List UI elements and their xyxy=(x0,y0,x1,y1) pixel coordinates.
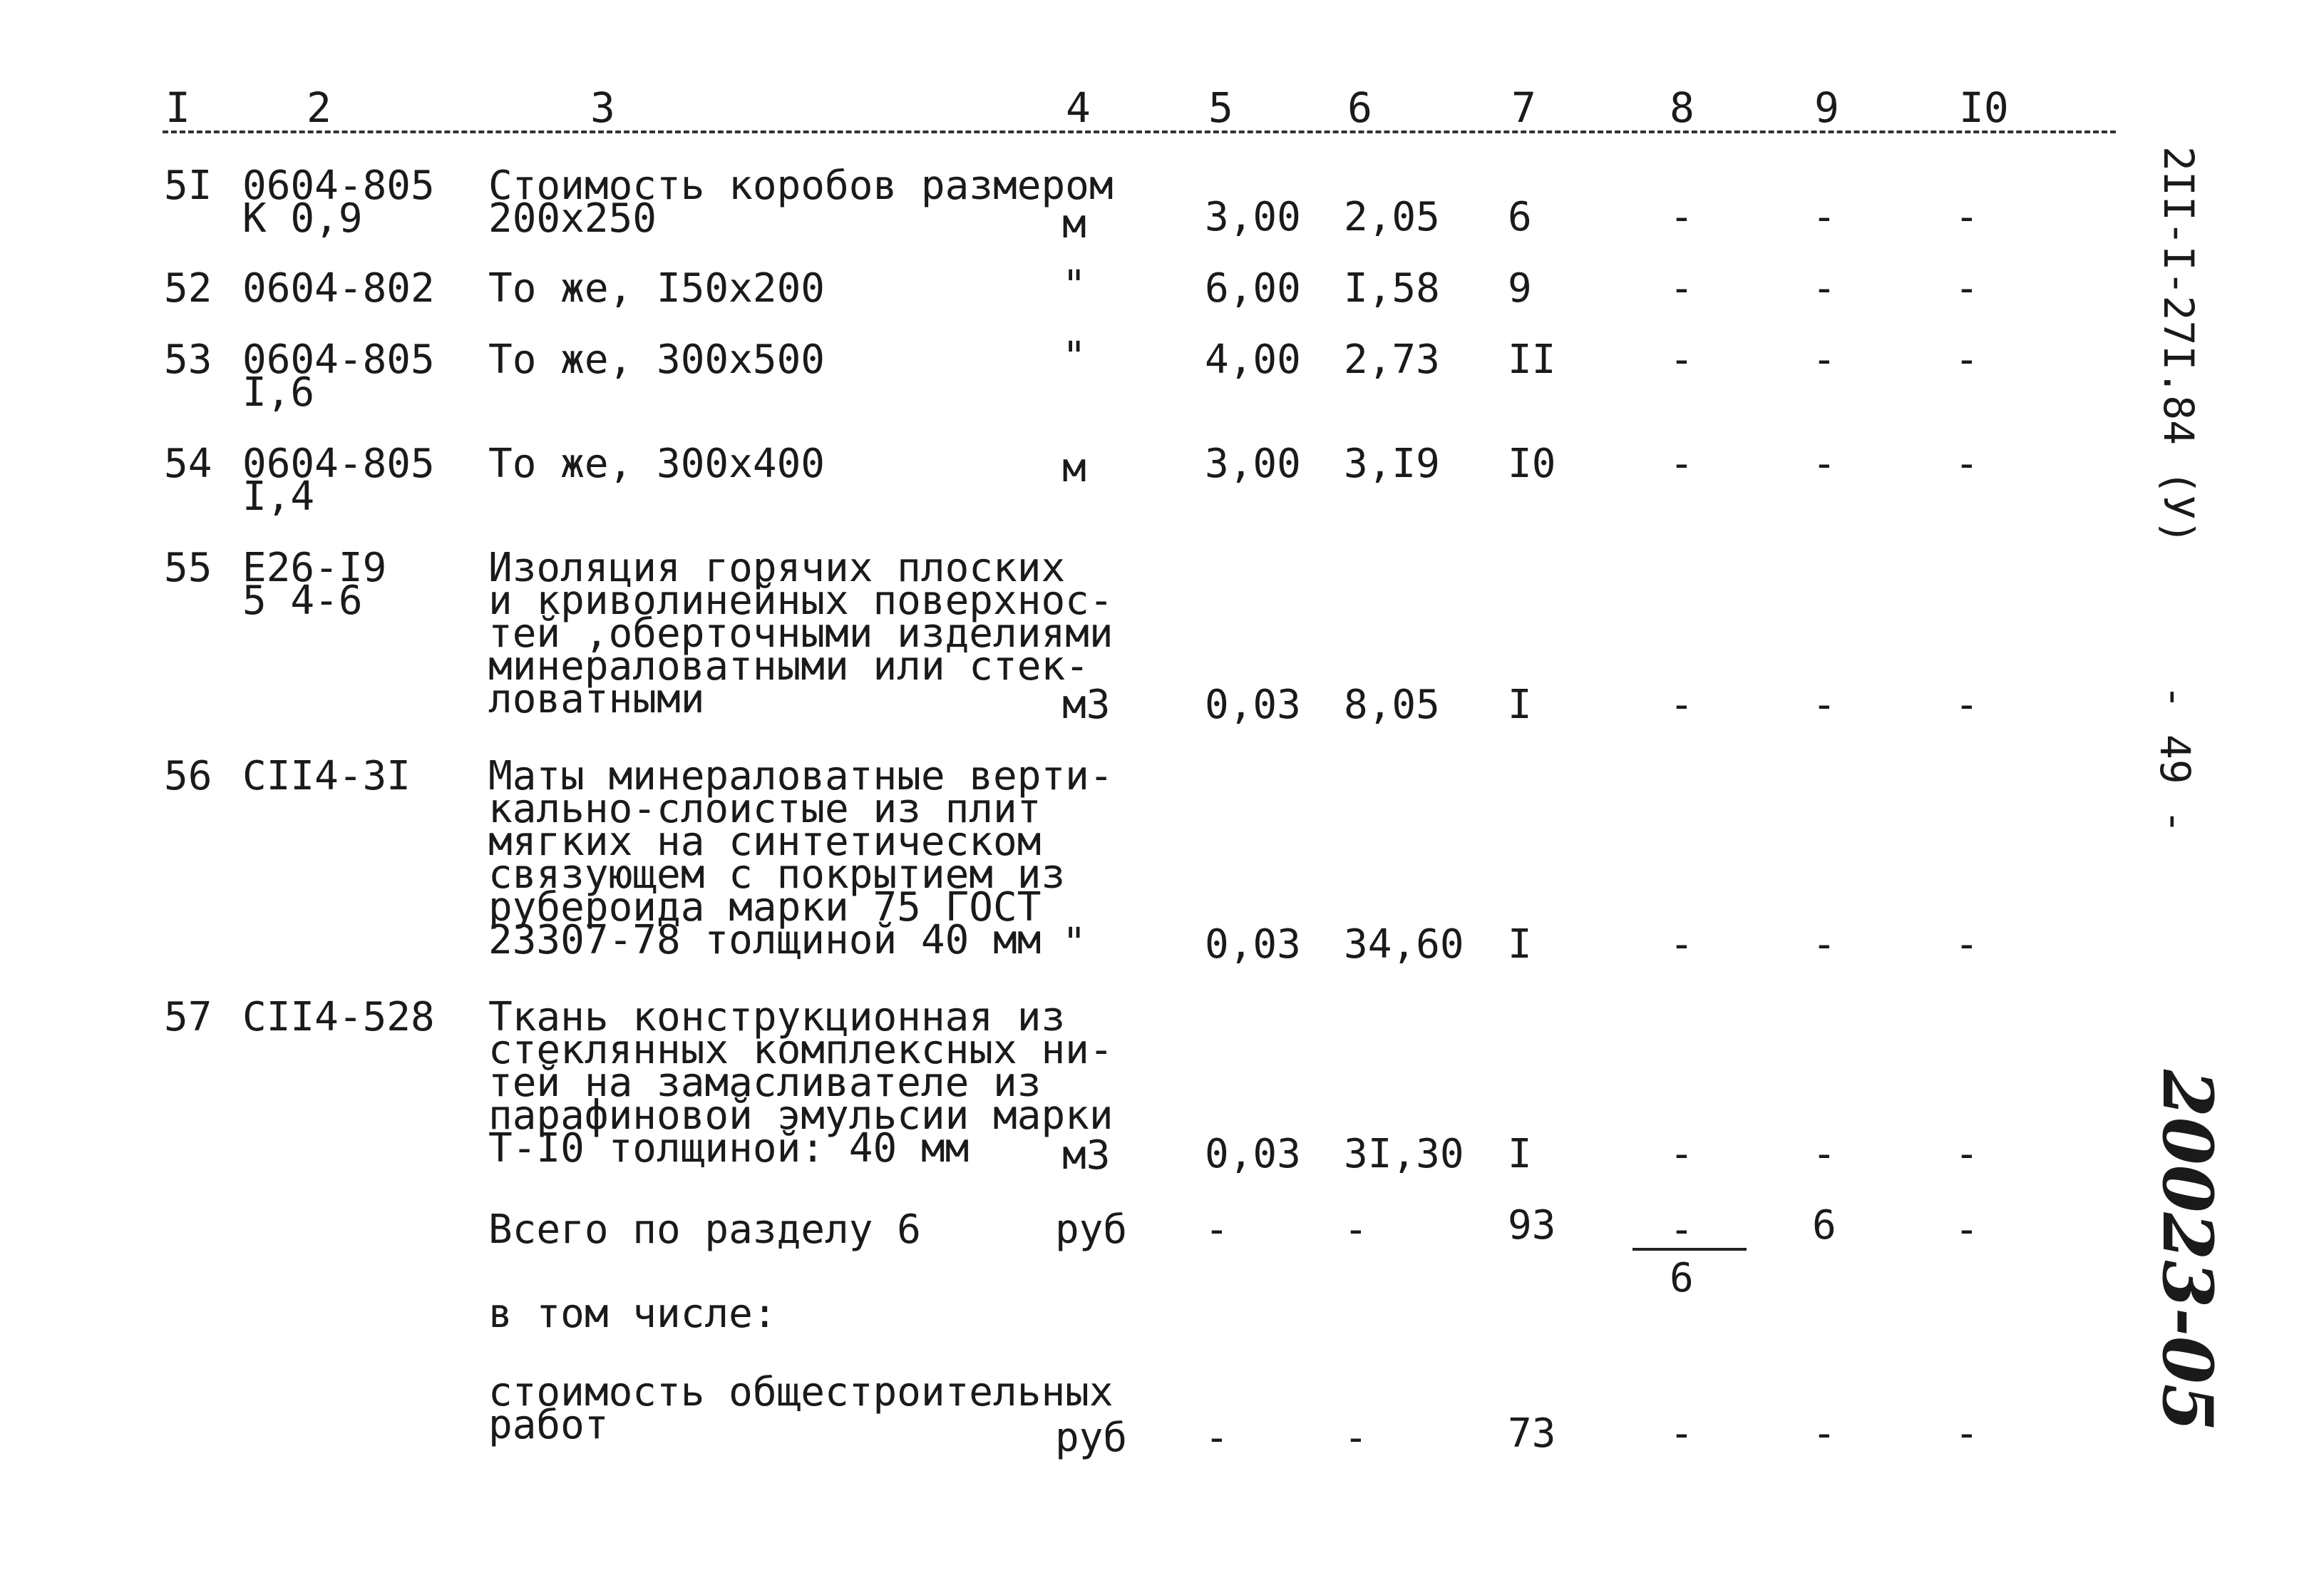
including-label: в том числе: xyxy=(488,1291,777,1337)
row-quantity: 6,00 xyxy=(1205,265,1301,312)
col-header-5: 5 xyxy=(1208,83,1233,132)
col-header-1: I xyxy=(165,83,190,132)
row-description: То же, I50х200 xyxy=(488,265,826,312)
row-cost: I xyxy=(1508,682,1532,728)
total-quantity: - xyxy=(1205,1207,1229,1253)
row-col10: - xyxy=(1955,265,1979,312)
row-code: Е26-I9 5 4-6 xyxy=(242,545,387,624)
general-col9: - xyxy=(1812,1410,1836,1457)
row-description: Маты минераловатные верти- кально-слоистые из плит мягких на синтетическом связующем с покрытием из рубероида марки 75 ГОСТ 23307-78 толщиной 40 мм xyxy=(488,753,1114,963)
row-cost: I xyxy=(1508,1131,1532,1177)
row-description: Стоимость коробов размером 200х250 xyxy=(488,163,1114,242)
row-quantity: 3,00 xyxy=(1205,194,1301,240)
row-col8: - xyxy=(1670,337,1694,383)
row-unit: " xyxy=(1062,334,1086,380)
row-price: 3I,30 xyxy=(1344,1131,1464,1177)
row-col9: - xyxy=(1812,441,1836,487)
row-number: 55 xyxy=(164,545,212,591)
row-code: 0604-805 I,6 xyxy=(242,337,435,416)
row-col8: - xyxy=(1670,1131,1694,1177)
row-description: То же, 300х500 xyxy=(488,337,826,383)
row-code: 0604-805 I,4 xyxy=(242,441,435,520)
row-col10: - xyxy=(1955,337,1979,383)
row-col9: - xyxy=(1812,337,1836,383)
row-number: 57 xyxy=(164,994,212,1040)
row-number: 5I xyxy=(164,163,212,209)
row-quantity: 0,03 xyxy=(1205,682,1301,728)
row-col9: - xyxy=(1812,1131,1836,1177)
col-header-7: 7 xyxy=(1511,83,1536,132)
row-description: Изоляция горячих плоских и криволинейных поверхнос- тей ,оберточными изделиями минераловатными или стек- ловатными xyxy=(488,545,1114,722)
col-header-9: 9 xyxy=(1814,83,1839,132)
row-number: 52 xyxy=(164,265,212,312)
row-price: 2,73 xyxy=(1344,337,1440,383)
row-col8: - xyxy=(1670,194,1694,240)
row-quantity: 0,03 xyxy=(1205,1131,1301,1177)
total-col8-denominator: 6 xyxy=(1670,1255,1694,1301)
general-cost: 73 xyxy=(1508,1410,1556,1457)
row-col9: - xyxy=(1812,682,1836,728)
col-header-6: 6 xyxy=(1347,83,1372,132)
row-col9: - xyxy=(1812,194,1836,240)
row-number: 56 xyxy=(164,753,212,799)
general-col10: - xyxy=(1955,1410,1979,1457)
col-header-8: 8 xyxy=(1670,83,1695,132)
row-cost: 9 xyxy=(1508,265,1532,312)
row-price: 34,60 xyxy=(1344,921,1464,968)
row-quantity: 4,00 xyxy=(1205,337,1301,383)
row-col10: - xyxy=(1955,194,1979,240)
row-description: Ткань конструкционная из стеклянных комплексных ни- тей на замасливателе из парафиновой эмульсии марки Т-I0 толщиной: 40 мм xyxy=(488,994,1114,1172)
row-code: СII4-3I xyxy=(242,753,411,799)
fraction-line xyxy=(1633,1248,1747,1251)
total-col10: - xyxy=(1955,1207,1979,1253)
row-cost: II xyxy=(1508,337,1556,383)
row-number: 53 xyxy=(164,337,212,383)
total-col9: 6 xyxy=(1812,1202,1836,1249)
page-number: - 49 - xyxy=(2151,685,2199,834)
row-unit: м3 xyxy=(1062,682,1111,728)
total-label: Всего по разделу 6 xyxy=(488,1207,921,1253)
document-code: 2II-I-27I.84 (У) xyxy=(2154,146,2203,545)
general-label: стоимость общестроительных работ xyxy=(488,1369,1114,1448)
row-price: 8,05 xyxy=(1344,682,1440,728)
col-header-4: 4 xyxy=(1066,83,1091,132)
row-unit: м3 xyxy=(1062,1132,1111,1179)
row-quantity: 0,03 xyxy=(1205,921,1301,968)
row-cost: I0 xyxy=(1508,441,1556,487)
general-col8: - xyxy=(1670,1410,1694,1457)
general-quantity: - xyxy=(1205,1415,1229,1461)
row-col10: - xyxy=(1955,1131,1979,1177)
col-header-10: I0 xyxy=(1959,83,2009,132)
row-col8: - xyxy=(1670,265,1694,312)
row-col8: - xyxy=(1670,921,1694,968)
row-col10: - xyxy=(1955,441,1979,487)
col-header-2: 2 xyxy=(307,83,331,132)
row-price: 3,I9 xyxy=(1344,441,1440,487)
col-header-3: 3 xyxy=(590,83,615,132)
row-code: 0604-805 К 0,9 xyxy=(242,163,435,242)
row-col9: - xyxy=(1812,265,1836,312)
row-col8: - xyxy=(1670,682,1694,728)
general-price: - xyxy=(1344,1415,1368,1461)
row-cost: I xyxy=(1508,921,1532,968)
row-unit: " xyxy=(1062,920,1086,966)
row-unit: м xyxy=(1062,201,1086,247)
row-description: То же, 300х400 xyxy=(488,441,826,487)
total-unit: руб xyxy=(1055,1207,1128,1253)
row-code: 0604-802 xyxy=(242,265,435,312)
row-code: СII4-528 xyxy=(242,994,435,1040)
row-quantity: 3,00 xyxy=(1205,441,1301,487)
row-col10: - xyxy=(1955,921,1979,968)
row-price: I,58 xyxy=(1344,265,1440,312)
total-cost: 93 xyxy=(1508,1202,1556,1249)
row-price: 2,05 xyxy=(1344,194,1440,240)
header-rule xyxy=(163,130,2116,133)
total-col8-numerator: - xyxy=(1670,1207,1694,1253)
total-price: - xyxy=(1344,1207,1368,1253)
handwritten-stamp: 20023-05 xyxy=(2147,1070,2228,1432)
row-col8: - xyxy=(1670,441,1694,487)
row-number: 54 xyxy=(164,441,212,487)
general-unit: руб xyxy=(1055,1415,1128,1461)
row-cost: 6 xyxy=(1508,194,1532,240)
row-unit: м xyxy=(1062,445,1086,491)
row-unit: " xyxy=(1062,262,1086,309)
row-col9: - xyxy=(1812,921,1836,968)
row-col10: - xyxy=(1955,682,1979,728)
